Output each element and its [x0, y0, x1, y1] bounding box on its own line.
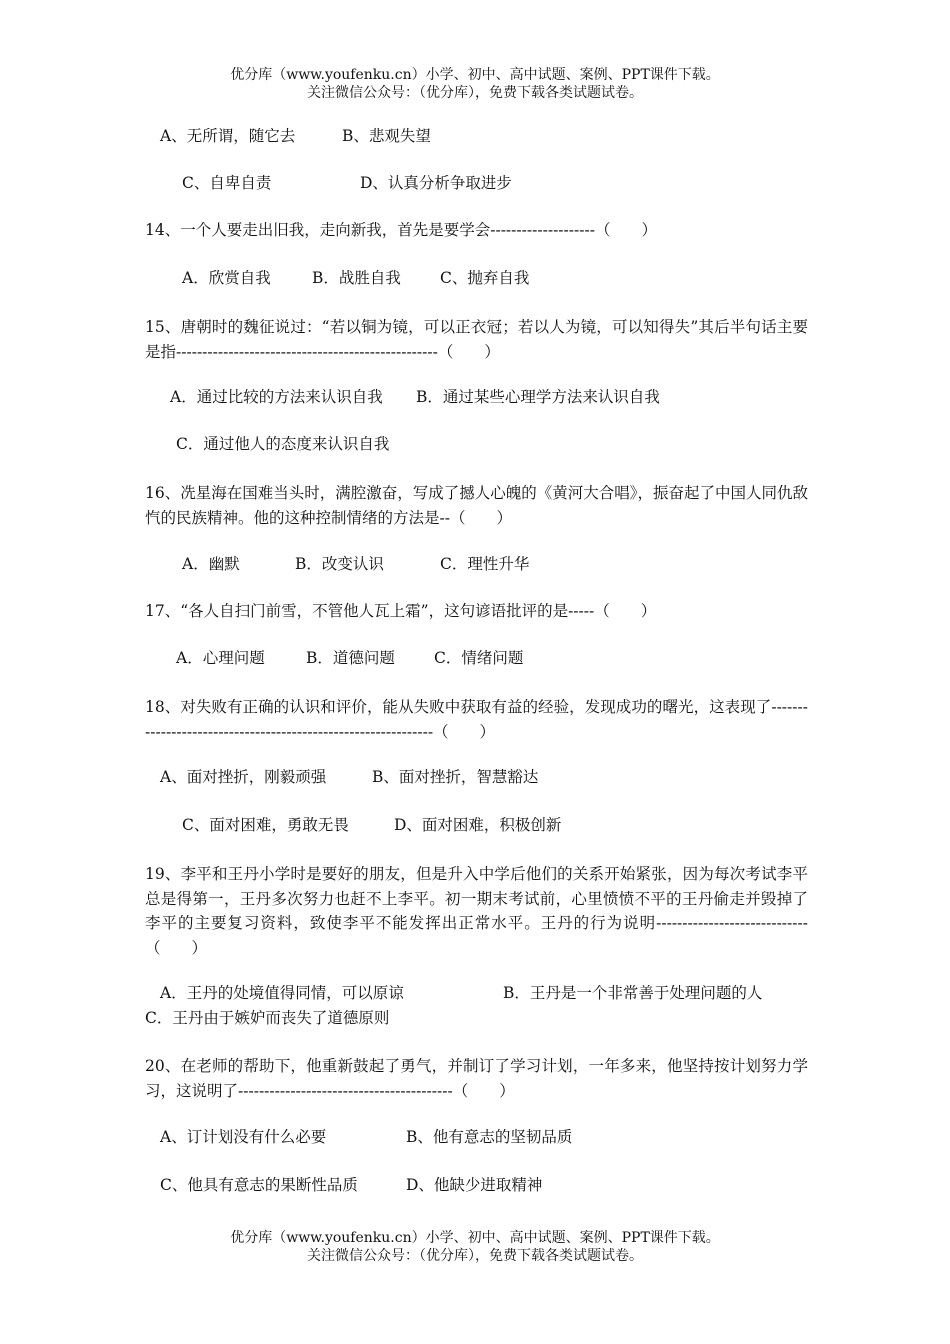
- q16-option-b: B．改变认识: [295, 555, 384, 573]
- footer-line-1: 优分库（www.youfenku.cn）小学、初中、高中试题、案例、PPT课件下载。: [230, 1230, 720, 1246]
- q20-option-c: C、他具有意志的果断性品质: [160, 1176, 358, 1194]
- q18-option-d: D、面对困难，积极创新: [394, 816, 562, 834]
- footer-line-2: 关注微信公众号：（优分库），免费下载各类试题试卷。: [307, 1248, 643, 1264]
- question-19-stem: 19、李平和王丹小学时是要好的朋友，但是升入中学后他们的关系开始紧张，因为每次考试李平总是得第一，王丹多次努力也赶不上李平。初一期末考试前，心里愤愤不平的王丹偷走并毁掉了李平的主要复习资料，致使李平不能发挥出正常水平。王丹的行为说明-----------------------------（ ）: [145, 865, 808, 957]
- q16-option-a: A．幽默: [182, 555, 240, 573]
- q18-option-c: C、面对困难，勇敢无畏: [182, 816, 349, 834]
- q20-option-b: B、他有意志的坚韧品质: [406, 1128, 573, 1146]
- page-header: [0, 66, 950, 102]
- q17-option-c: C．情绪问题: [434, 649, 524, 667]
- question-18-stem: 18、对失败有正确的认识和评价，能从失败中获取有益的经验，发现成功的曙光，这表现了--------------------------------------------------------------（ ）: [145, 698, 808, 741]
- q18-option-a: A、面对挫折，刚毅顽强: [160, 768, 327, 786]
- question-14-stem: 14、一个人要走出旧我，走向新我，首先是要学会--------------------（ ）: [145, 221, 657, 239]
- q17-option-b: B．道德问题: [306, 649, 395, 667]
- q20-option-a: A、订计划没有什么必要: [160, 1128, 327, 1146]
- q19-option-b: B．王丹是一个非常善于处理问题的人: [503, 984, 763, 1002]
- q15-option-a: A．通过比较的方法来认识自我: [170, 388, 383, 406]
- q15-option-b: B．通过某些心理学方法来认识自我: [416, 388, 660, 406]
- page-footer: [0, 1229, 950, 1265]
- question-15-stem: 15、唐朝时的魏征说过：“若以铜为镜，可以正衣冠；若以人为镜，可以知得失”其后半句话主要是指--------------------------------------------------（ ）: [145, 318, 808, 361]
- question-16-stem: 16、冼星海在国难当头时，满腔激奋，写成了撼人心魄的《黄河大合唱》，振奋起了中国人同仇敌忾的民族精神。他的这种控制情绪的方法是--（ ）: [145, 484, 808, 527]
- q19-option-c: C．王丹由于嫉妒而丧失了道德原则: [145, 1009, 390, 1027]
- header-line-1: 优分库（www.youfenku.cn）小学、初中、高中试题、案例、PPT课件下载。: [230, 67, 720, 83]
- q13-option-c: C、自卑自责: [182, 174, 272, 192]
- q15-option-c: C．通过他人的态度来认识自我: [176, 435, 390, 453]
- q16-option-c: C．理性升华: [440, 555, 530, 573]
- q14-option-a: A．欣赏自我: [182, 269, 271, 287]
- q13-option-a: A、无所谓，随它去: [160, 127, 296, 145]
- question-17-stem: 17、“各人自扫门前雪，不管他人瓦上霜”，这句谚语批评的是-----（ ）: [145, 602, 657, 620]
- q18-option-b: B、面对挫折，智慧豁达: [372, 768, 539, 786]
- question-20-stem: 20、在老师的帮助下，他重新鼓起了勇气，并制订了学习计划，一年多来，他坚持按计划努力学习，这说明了-----------------------------------------（ ）: [145, 1057, 808, 1100]
- q20-option-d: D、他缺少进取精神: [406, 1176, 543, 1194]
- q19-option-a: A．王丹的处境值得同情，可以原谅: [160, 984, 404, 1002]
- header-line-2: 关注微信公众号：（优分库），免费下载各类试题试卷。: [307, 85, 643, 101]
- q17-option-a: A．心理问题: [176, 649, 265, 667]
- q14-option-c: C、抛弃自我: [440, 269, 530, 287]
- q13-option-d: D、认真分析争取进步: [360, 174, 512, 192]
- q14-option-b: B．战胜自我: [312, 269, 401, 287]
- q13-option-b: B、悲观失望: [342, 127, 431, 145]
